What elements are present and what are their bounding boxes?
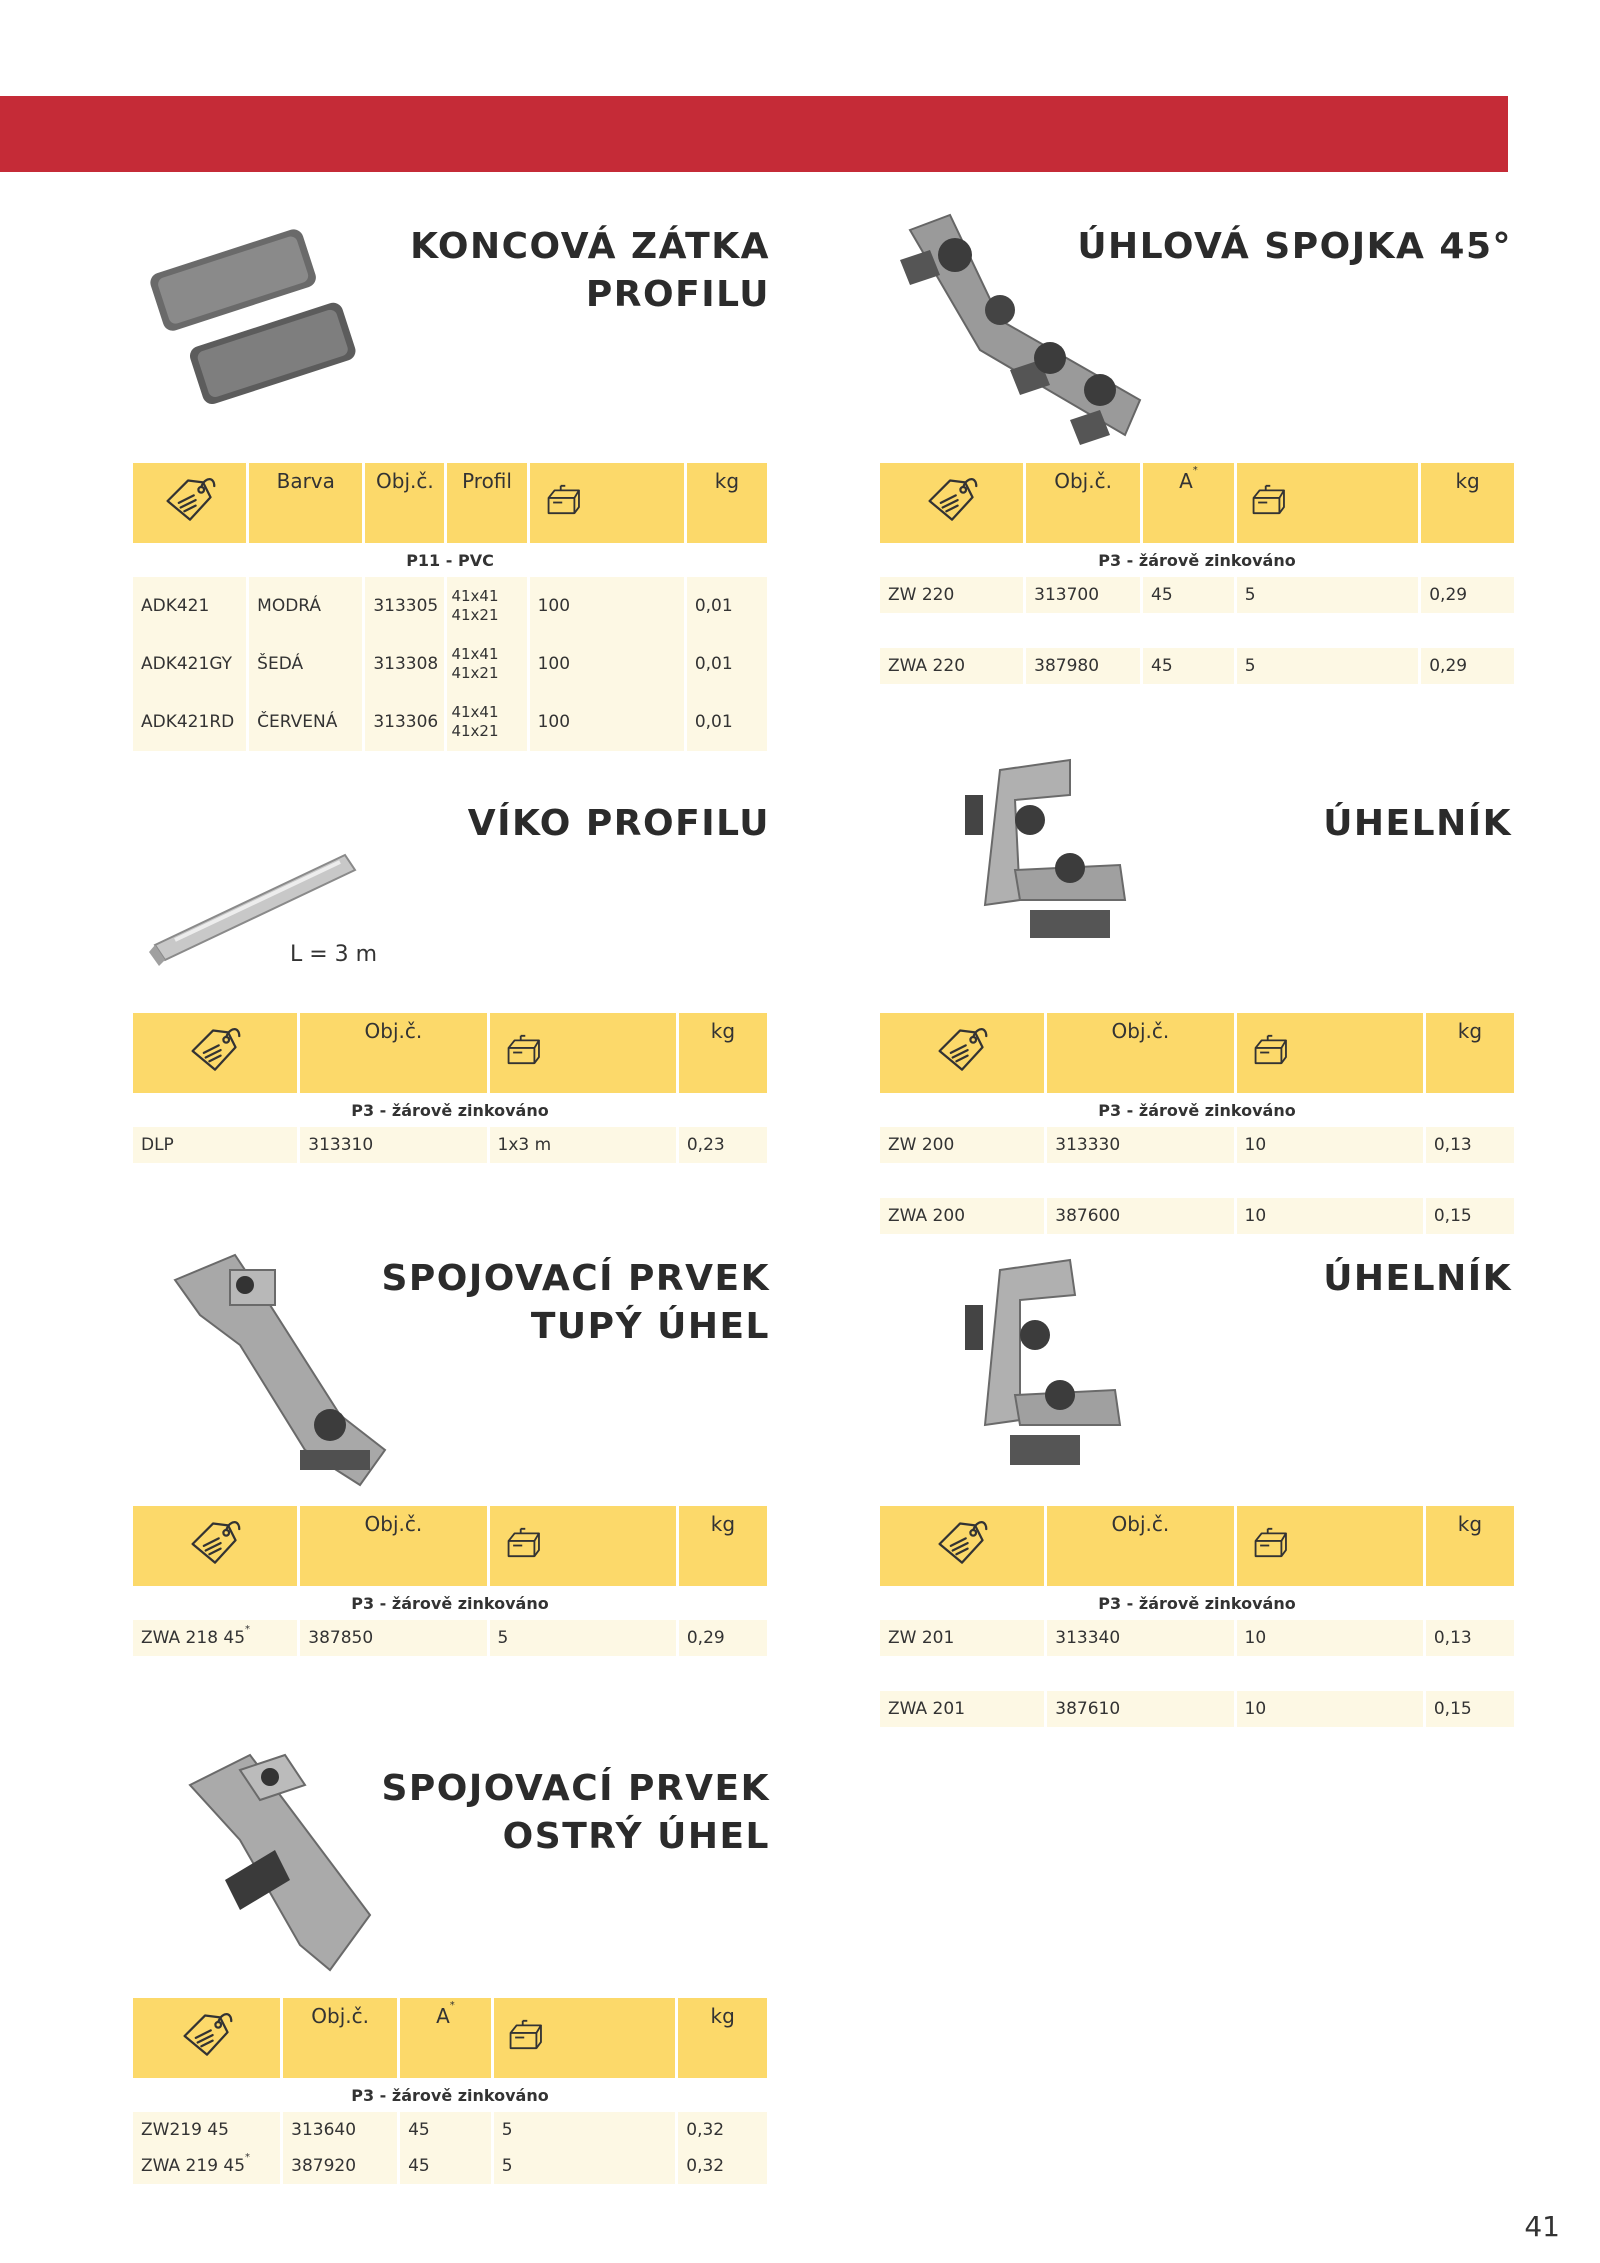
col-kg: kg <box>687 463 767 543</box>
cell-obj: 387850 <box>300 1620 486 1656</box>
material-subheader: P3 - žárově zinkováno <box>133 1586 767 1620</box>
cell-qty: 5 <box>1237 577 1418 613</box>
col-obj: Obj.č. <box>300 1506 486 1586</box>
col-a-label: A <box>1179 469 1193 493</box>
col-a-label: A <box>436 2004 450 2028</box>
col-obj: Obj.č. <box>1047 1013 1233 1093</box>
cell-qty: 5 <box>494 2112 675 2148</box>
profil-value: 41x41 <box>451 645 499 663</box>
cell-qty: 10 <box>1237 1127 1423 1163</box>
cell-qty: 100 <box>530 635 684 693</box>
cell-a: 45 <box>1143 577 1234 613</box>
table-row <box>133 577 767 635</box>
tag-icon-cell <box>880 1506 1044 1586</box>
cell-obj: 313305 <box>365 577 444 635</box>
cell-qty: 10 <box>1237 1620 1423 1656</box>
col-profil: Profil <box>447 463 526 543</box>
cell-kg: 0,15 <box>1426 1691 1514 1727</box>
cell-obj: 313640 <box>283 2112 397 2148</box>
cell-qty: 1x3 m <box>490 1127 676 1163</box>
cell-qty: 100 <box>530 693 684 751</box>
table-row <box>133 1620 767 1656</box>
col-kg: kg <box>1421 463 1514 543</box>
box-icon-cell <box>1237 463 1418 543</box>
footnote-mark: * <box>245 2152 251 2163</box>
cell-code: ZW 220 <box>880 577 1023 613</box>
table-row <box>133 635 767 693</box>
cell-code: ZWA 200 <box>880 1198 1044 1234</box>
cell-profil <box>447 693 526 751</box>
cell-code: ZW 201 <box>880 1620 1044 1656</box>
cell-obj: 313340 <box>1047 1620 1233 1656</box>
package-box-icon <box>504 1034 542 1068</box>
material-subheader: P3 - žárově zinkováno <box>880 1586 1514 1620</box>
col-kg: kg <box>679 1506 767 1586</box>
profil-value: 41x21 <box>451 722 499 740</box>
table-angle-connector <box>877 463 1517 684</box>
cell-kg: 0,13 <box>1426 1127 1514 1163</box>
acute-connector-image <box>180 1740 390 1980</box>
price-tag-icon <box>179 2008 235 2064</box>
table-row <box>880 1691 1514 1727</box>
cell-obj: 313700 <box>1026 577 1140 613</box>
cell-code: ADK421RD <box>133 693 246 751</box>
col-barva: Barva <box>249 463 362 543</box>
cell-qty: 5 <box>494 2148 675 2184</box>
product-title-profile-cover: VÍKO PROFILU <box>467 803 770 844</box>
price-tag-icon <box>924 473 980 529</box>
cell-kg: 0,29 <box>679 1620 767 1656</box>
cell-kg: 0,15 <box>1426 1198 1514 1234</box>
table-row <box>880 1198 1514 1234</box>
cell-kg: 0,01 <box>687 635 767 693</box>
material-subheader: P3 - žárově zinkováno <box>133 1093 767 1127</box>
cell-qty: 5 <box>490 1620 676 1656</box>
profil-value: 41x41 <box>451 587 499 605</box>
col-obj: Obj.č. <box>365 463 444 543</box>
box-icon-cell <box>490 1013 676 1093</box>
table-angle-bracket <box>877 1013 1517 1234</box>
profil-value: 41x21 <box>451 664 499 682</box>
row-gap <box>880 1163 1514 1198</box>
table-row <box>880 1620 1514 1656</box>
cell-kg: 0,32 <box>678 2148 767 2184</box>
cell-kg: 0,01 <box>687 577 767 635</box>
table-row <box>880 648 1514 684</box>
table-acute-connector <box>130 1998 770 2184</box>
cell-qty: 100 <box>530 577 684 635</box>
product-title-obtuse-connector: SPOJOVACÍ PRVEK TUPÝ ÚHEL <box>381 1258 770 1347</box>
end-cap-image <box>150 215 360 415</box>
package-box-icon <box>1249 484 1287 518</box>
cell-barva: ŠEDÁ <box>249 635 362 693</box>
cell-kg: 0,23 <box>679 1127 767 1163</box>
cell-obj: 387980 <box>1026 648 1140 684</box>
row-gap <box>880 1656 1514 1691</box>
table-profile-cover <box>130 1013 770 1163</box>
price-tag-icon <box>934 1023 990 1079</box>
angle-bracket-2-image <box>960 1250 1130 1480</box>
table-angle-bracket-2 <box>877 1506 1517 1727</box>
profil-value: 41x21 <box>451 606 499 624</box>
cell-code: ZW219 45 <box>133 2112 280 2148</box>
tag-icon-cell <box>133 1506 297 1586</box>
col-obj: Obj.č. <box>300 1013 486 1093</box>
table-obtuse-connector <box>130 1506 770 1656</box>
table-row <box>133 2112 767 2148</box>
angle-bracket-image <box>960 750 1140 950</box>
table-row <box>880 1127 1514 1163</box>
cell-a: 45 <box>400 2148 491 2184</box>
col-a <box>1143 463 1234 543</box>
cell-code: ZW 200 <box>880 1127 1044 1163</box>
cell-code: DLP <box>133 1127 297 1163</box>
cell-profil <box>447 635 526 693</box>
package-box-icon <box>1251 1527 1289 1561</box>
product-title-angle-connector: ÚHLOVÁ SPOJKA 45° <box>1077 226 1512 267</box>
cell-obj: 387600 <box>1047 1198 1233 1234</box>
code-text: ZWA 218 45 <box>141 1628 246 1648</box>
tag-icon-cell <box>133 1013 297 1093</box>
table-row <box>133 693 767 751</box>
cell-obj: 313306 <box>365 693 444 751</box>
cell-code <box>133 1620 297 1656</box>
cell-a: 45 <box>400 2112 491 2148</box>
table-row <box>880 577 1514 613</box>
footnote-mark: * <box>449 2000 455 2011</box>
tag-icon-cell <box>133 1998 280 2078</box>
box-icon-cell <box>1237 1013 1423 1093</box>
table-row <box>133 2148 767 2184</box>
footnote-mark: * <box>245 1624 251 1635</box>
box-icon-cell <box>530 463 684 543</box>
col-obj: Obj.č. <box>283 1998 397 2078</box>
cell-kg: 0,13 <box>1426 1620 1514 1656</box>
cell-obj: 313308 <box>365 635 444 693</box>
cell-code: ADK421GY <box>133 635 246 693</box>
cell-kg: 0,29 <box>1421 648 1514 684</box>
profil-value: 41x41 <box>451 703 499 721</box>
price-tag-icon <box>162 473 218 529</box>
col-kg: kg <box>1426 1506 1514 1586</box>
package-box-icon <box>544 484 582 518</box>
cell-profil <box>447 577 526 635</box>
row-gap <box>880 613 1514 648</box>
col-kg: kg <box>1426 1013 1514 1093</box>
box-icon-cell <box>490 1506 676 1586</box>
cell-obj: 387920 <box>283 2148 397 2184</box>
price-tag-icon <box>187 1023 243 1079</box>
box-icon-cell <box>494 1998 675 2078</box>
page-number: 41 <box>1524 2210 1560 2243</box>
box-icon-cell <box>1237 1506 1423 1586</box>
price-tag-icon <box>187 1516 243 1572</box>
footnote-mark: * <box>1192 465 1198 476</box>
cell-qty: 10 <box>1237 1198 1423 1234</box>
cell-code <box>133 2148 280 2184</box>
col-obj: Obj.č. <box>1026 463 1140 543</box>
product-title-acute-connector: SPOJOVACÍ PRVEK OSTRÝ ÚHEL <box>381 1768 770 1857</box>
cell-kg: 0,32 <box>678 2112 767 2148</box>
product-title-angle-bracket: ÚHELNÍK <box>1323 803 1512 844</box>
cell-barva: MODRÁ <box>249 577 362 635</box>
cell-obj: 387610 <box>1047 1691 1233 1727</box>
product-title-end-cap: KONCOVÁ ZÁTKA PROFILU <box>410 226 770 315</box>
package-box-icon <box>1251 1034 1289 1068</box>
cell-code: ZWA 220 <box>880 648 1023 684</box>
material-subheader: P3 - žárově zinkováno <box>880 543 1514 577</box>
cell-kg: 0,29 <box>1421 577 1514 613</box>
col-kg: kg <box>678 1998 767 2078</box>
length-label: L = 3 m <box>290 942 378 967</box>
header-band <box>0 96 1508 172</box>
cell-code: ADK421 <box>133 577 246 635</box>
material-subheader: P3 - žárově zinkováno <box>880 1093 1514 1127</box>
col-obj: Obj.č. <box>1047 1506 1233 1586</box>
package-box-icon <box>504 1527 542 1561</box>
cell-qty: 5 <box>1237 648 1418 684</box>
table-end-cap <box>130 463 770 751</box>
obtuse-connector-image <box>160 1245 400 1495</box>
tag-icon-cell <box>133 463 246 543</box>
cell-barva: ČERVENÁ <box>249 693 362 751</box>
package-box-icon <box>506 2019 544 2053</box>
table-row <box>133 1127 767 1163</box>
tag-icon-cell <box>880 463 1023 543</box>
cell-obj: 313330 <box>1047 1127 1233 1163</box>
product-title-angle-bracket-2: ÚHELNÍK <box>1323 1258 1512 1299</box>
cell-kg: 0,01 <box>687 693 767 751</box>
col-kg: kg <box>679 1013 767 1093</box>
col-a <box>400 1998 491 2078</box>
cell-code: ZWA 201 <box>880 1691 1044 1727</box>
material-subheader: P11 - PVC <box>133 543 767 577</box>
cell-a: 45 <box>1143 648 1234 684</box>
cell-obj: 313310 <box>300 1127 486 1163</box>
price-tag-icon <box>934 1516 990 1572</box>
cell-qty: 10 <box>1237 1691 1423 1727</box>
material-subheader: P3 - žárově zinkováno <box>133 2078 767 2112</box>
code-text: ZWA 219 45 <box>141 2156 246 2176</box>
tag-icon-cell <box>880 1013 1044 1093</box>
